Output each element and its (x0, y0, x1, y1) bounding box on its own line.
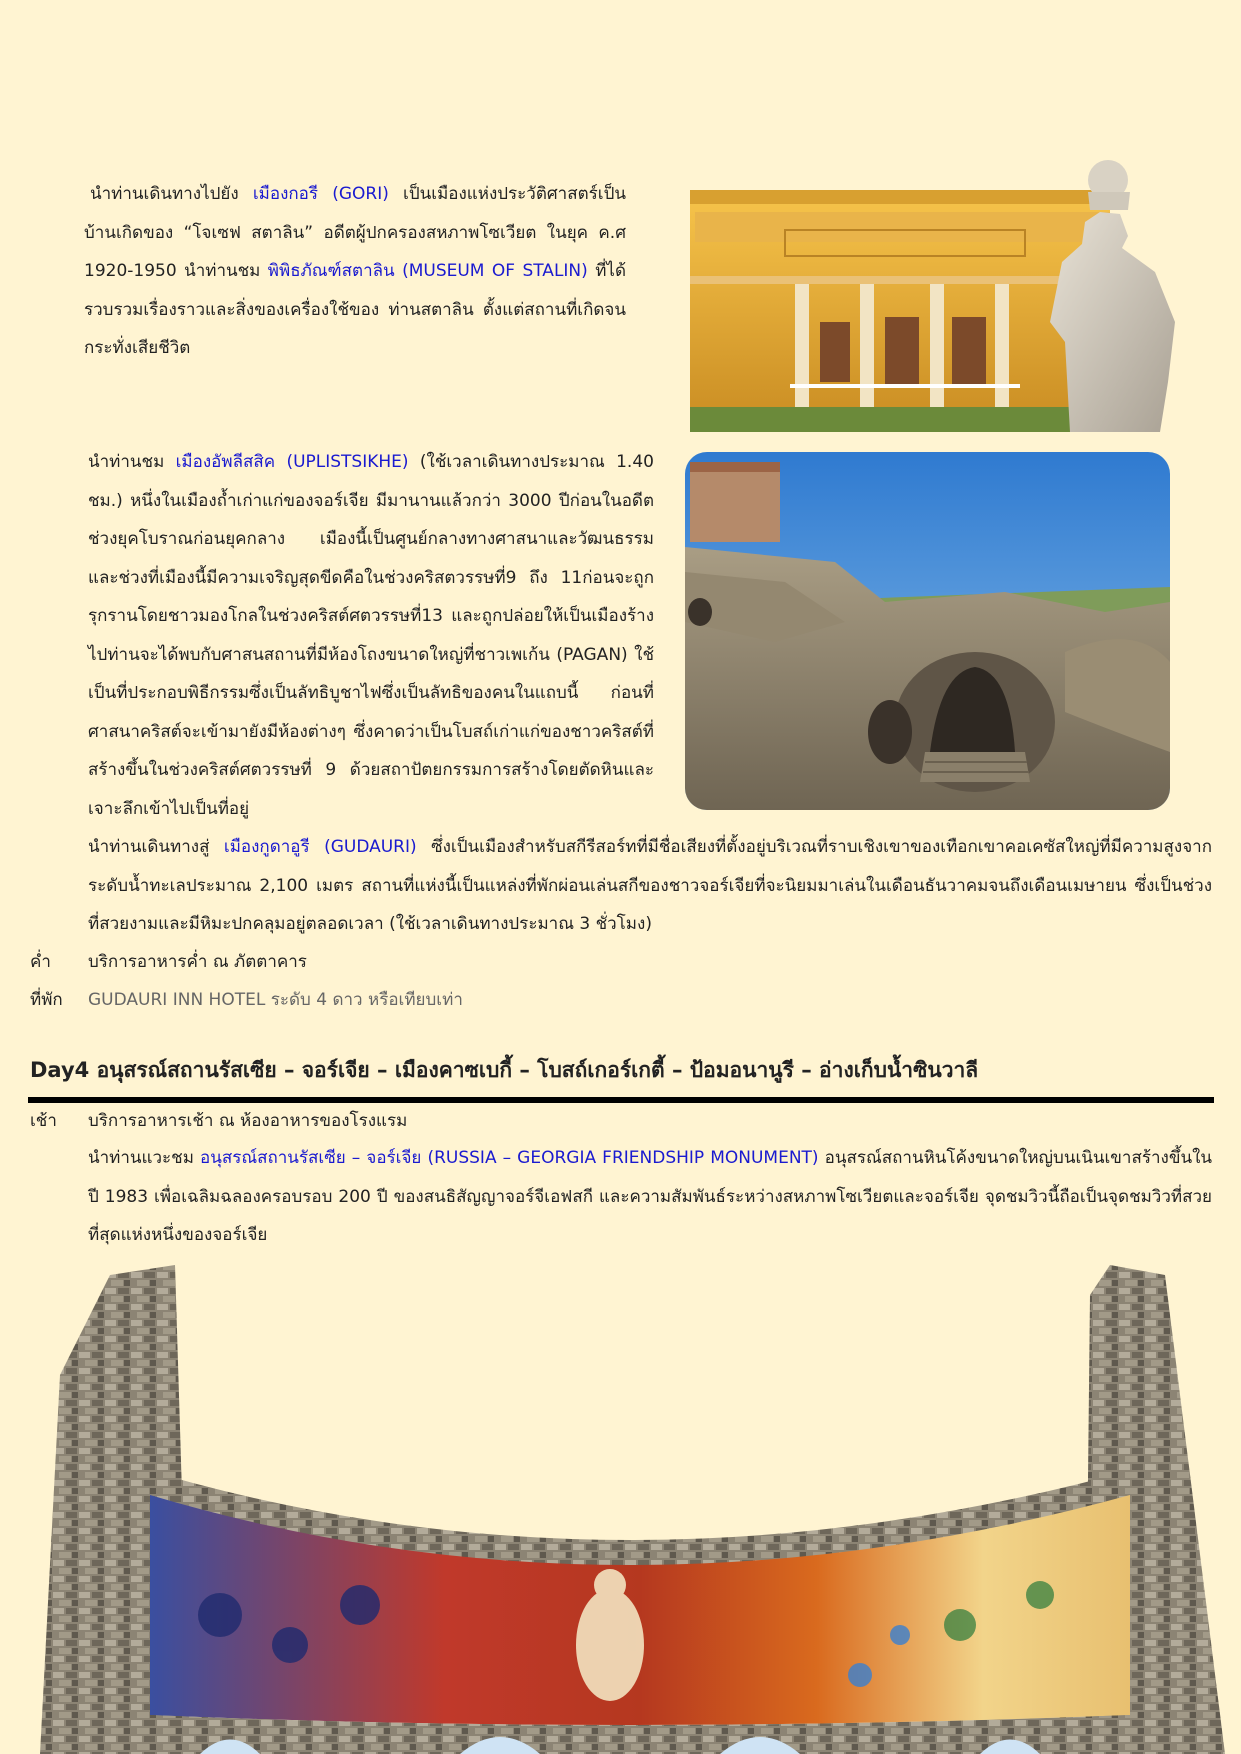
breakfast-label: เช้า (30, 1111, 57, 1131)
gori-text2: ที่ได้รวบรวมเรื่องราวและสิ่งของเครื่องใช้ของ ท่านสตาลิน ตั้งแต่สถานที่เกิดจนกระทั่งเสียชีวิต (84, 261, 626, 358)
breakfast-row (30, 1102, 1210, 1140)
uplistsikhe-photo (685, 452, 1170, 810)
uplistsikhe-paragraph (88, 443, 654, 828)
stalin-museum-photo (690, 152, 1210, 432)
gudauri-intro: นำท่านเดินทางสู่ (88, 837, 224, 857)
uplistsikhe-intro: นำท่านชม (88, 452, 176, 472)
gori-intro: นำท่านเดินทางไปยัง (90, 184, 253, 204)
hotel-line (88, 981, 463, 1019)
monument-text: อนุสรณ์สถานหินโค้งขนาดใหญ่บนเนินเขาสร้างขึ้นในปี 1983 เพื่อเฉลิมฉลองครอบรอบ 200 ปี ของสนธิสัญญาจอร์จีเอฟสกี และความสัมพันธ์ระหว่างสหภาพโซเวียตและจอร์เจีย จุดชมวิวนี้ถือเป็นจุดชมวิวที่สวยที่สุดแห่งหนึ่งของจอร์เจีย (88, 1148, 1212, 1245)
uplistsikhe-text: (ใช้เวลาเดินทางประมาณ 1.40 ชม.) หนึ่งในเมืองถ้ำเก่าแก่ของจอร์เจีย มีมานานแล้วกว่า 3000 ปีก่อนในอดีตช่วงยุคโบราณก่อนยุคกลาง เมืองนี้เป็นศูนย์กลางทางศาสนาและวัฒนธรรม และช่วงที่เมืองนี้มีความเจริญสุดขีดคือในช่วงคริสตวรรษที่9 ถึง 11ก่อนจะถูกรุกรานโดยชาวมองโกลในช่วงคริสต์ศตวรรษที่13 และถูกปล่อยให้เป็นเมืองร้างไปท่านจะได้พบกับศาสนสถานที่มีห้องโถงขนาดใหญ่ที่ชาวเพเก้น (PAGAN) ใช้เป็นที่ประกอบพิธีกรรมซึ่งเป็นลัทธิบูชาไฟซึ่งเป็นลัทธิของคนในแถบนี้ ก่อนที่ศาสนาคริสต์จะเข้ามายังมีห้องต่างๆ ซึ่งคาดว่าเป็นโบสถ์เก่าแก่ของชาวคริสต์ที่สร้างขึ้นในช่วงคริสต์ศตวรรษที่ 9 ด้วยสถาปัตยกรรมการสร้างโดยตัดหินและเจาะลึกเข้าไปเป็นที่อยู่ (88, 452, 654, 819)
stalin-museum-image (690, 152, 1210, 432)
gori-text1: เป็นเมืองแห่งประวัติศาสตร์เป็นบ้านเกิดของ “โจเซฟ สตาลิน” อดีตผู้ปกครองสหภาพโซเวียต ในยุค ค.ศ 1920-1950 นำท่านชม (84, 184, 626, 281)
dinner-label: ค่ำ (30, 952, 51, 972)
dinner-text: บริการอาหารค่ำ ณ ภัตตาคาร (88, 952, 307, 972)
day4-title: Day4 อนุสรณ์สถานรัสเซีย – จอร์เจีย – เมืองคาซเบกี้ – โบสถ์เกอร์เกตี้ – ป้อมอนานูรี – อ่างเก็บน้ำซินวาลี (30, 1058, 979, 1082)
gudauri-place: เมืองกูดาอูรี (GUDAURI) (223, 837, 417, 857)
monument-place: อนุสรณ์สถานรัสเซีย – จอร์เจีย (RUSSIA – GEORGIA FRIENDSHIP MONUMENT) (199, 1148, 819, 1168)
breakfast-text: บริการอาหารเช้า ณ ห้องอาหารของโรงแรม (88, 1111, 408, 1131)
gori-place: เมืองกอรี (GORI) (252, 184, 389, 204)
friendship-monument-photo (0, 1255, 1241, 1754)
hotel-name: GUDAURI INN HOTEL (88, 990, 266, 1010)
gori-paragraph (84, 175, 626, 368)
monument-intro: นำท่านแวะชม (88, 1148, 200, 1168)
gudauri-text: ซึ่งเป็นเมืองสำหรับสกีรีสอร์ทที่มีชื่อเสียงที่ตั้งอยู่บริเวณที่ราบเชิงเขาของเทือกเขาคอเคซัสใหญ่ที่มีความสูงจากระดับน้ำทะเลประมาณ 2,100 เมตร สถานที่แห่งนี้เป็นแหล่งที่พักผ่อนเล่นสกีของชาวจอร์เจียที่จะนิยมมาเล่นในเดือนธันวาคมจนถึงเดือนเมษายน ซึ่งเป็นช่วงที่สวยงามและมีหิมะปกคลุมอยู่ตลอดเวลา (ใช้เวลาเดินทางประมาณ 3 ชั่วโมง) (88, 837, 1212, 934)
dinner-row (30, 943, 1210, 981)
friendship-monument-image (0, 1255, 1241, 1754)
uplistsikhe-place: เมืองอัพลีสสิค (UPLISTSIKHE) (175, 452, 409, 472)
hotel-row (30, 981, 1210, 1019)
hotel-text: ระดับ 4 ดาว หรือเทียบเท่า (265, 990, 463, 1010)
hotel-label: ที่พัก (30, 990, 63, 1010)
gudauri-paragraph (88, 828, 1212, 944)
monument-paragraph (88, 1139, 1212, 1255)
stalin-museum: พิพิธภัณฑ์สตาลิน (MUSEUM OF STALIN) (267, 261, 588, 281)
uplistsikhe-image (685, 452, 1170, 810)
